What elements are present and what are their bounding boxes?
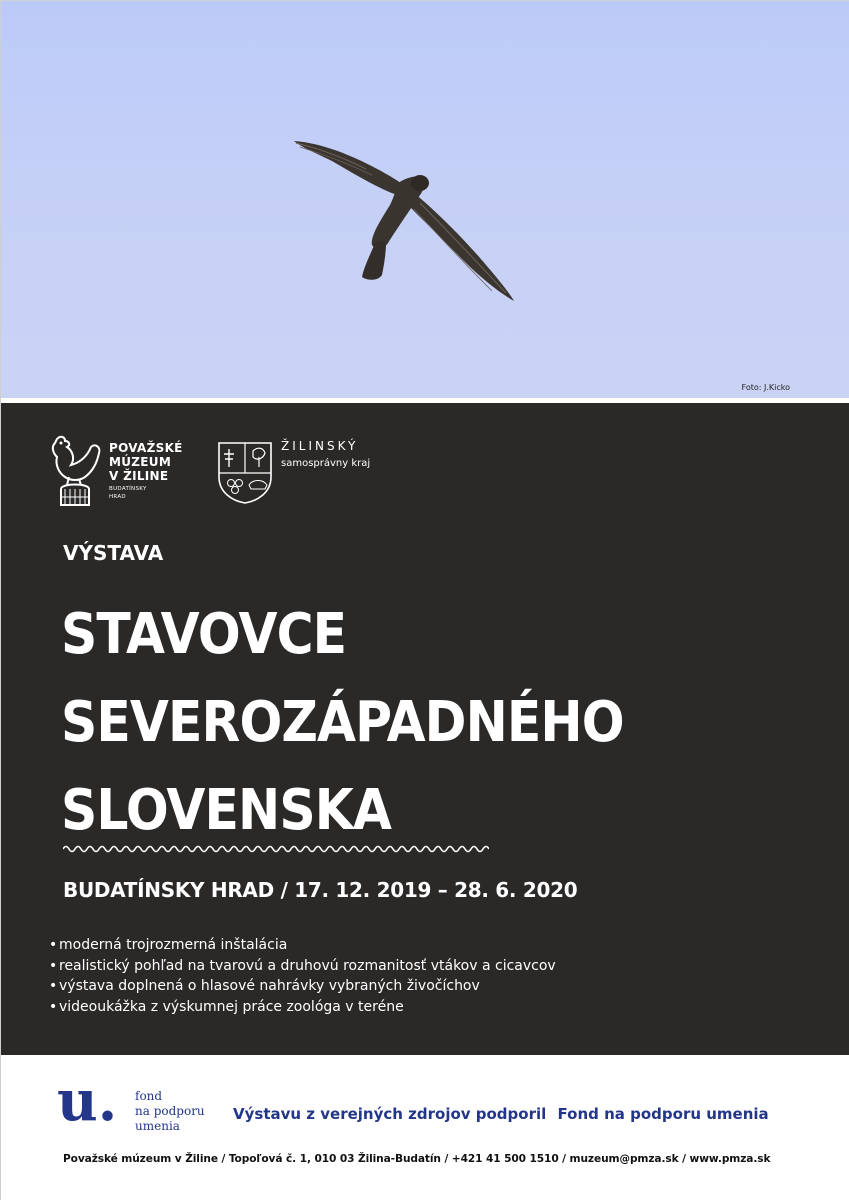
title-line: SEVEROZÁPADNÉHO xyxy=(61,690,624,755)
fond-logo-mark: u. xyxy=(57,1068,118,1134)
highlight-text: výstava doplnená o hlasové nahrávky vybraných živočíchov xyxy=(59,978,480,994)
support-text: Výstavu z verejných zdrojov podporil xyxy=(233,1105,547,1123)
museum-subtitle xyxy=(109,485,147,501)
list-item xyxy=(49,935,556,956)
photo-credit: Foto: J.Kicko xyxy=(741,383,790,392)
list-item xyxy=(49,956,556,977)
fond-logo-line: umenia xyxy=(135,1119,180,1133)
fond-logo-line: na podporu xyxy=(135,1104,205,1118)
contact-line: Považské múzeum v Žiline / Topoľová č. 1, 010 03 Žilina-Budatín / +421 41 500 1510 / muzeum@pmza.sk / www.pmza.sk xyxy=(63,1153,771,1165)
fond-logo-text xyxy=(135,1089,205,1134)
bullet-icon: • xyxy=(49,978,58,994)
list-item xyxy=(49,976,556,997)
highlights-list xyxy=(49,935,556,1017)
exhibition-kicker: VÝSTAVA xyxy=(63,541,164,565)
bullet-icon: • xyxy=(49,937,58,953)
exhibition-title xyxy=(61,591,624,855)
rooster-icon xyxy=(49,433,105,508)
venue-and-dates: BUDATÍNSKY HRAD / 17. 12. 2019 – 28. 6. 2020 xyxy=(63,878,578,902)
title-line: SLOVENSKA xyxy=(61,778,391,843)
fond-logo xyxy=(57,1068,237,1145)
fond-logo-line: fond xyxy=(135,1089,163,1103)
region-logo xyxy=(215,439,395,505)
list-item xyxy=(49,997,556,1018)
highlight-text: realistický pohľad na tvarovú a druhovú rozmanitosť vtákov a cicavcov xyxy=(59,957,556,974)
support-org: Fond na podporu umenia xyxy=(557,1105,769,1123)
museum-sub-line: HRAD xyxy=(109,494,126,500)
highlight-text: videoukážka z výskumnej práce zoológa v teréne xyxy=(59,998,404,1015)
museum-name-line: V ŽILINE xyxy=(109,469,169,483)
highlight-text: moderná trojrozmerná inštalácia xyxy=(59,937,288,953)
support-statement xyxy=(233,1105,775,1123)
wavy-underline xyxy=(63,844,489,854)
museum-name-line: POVAŽSKÉ xyxy=(109,441,183,455)
title-line: STAVOVCE xyxy=(61,602,347,667)
bullet-icon: • xyxy=(49,998,58,1015)
bullet-icon: • xyxy=(49,957,58,974)
info-panel xyxy=(1,403,849,1055)
region-subtitle: samosprávny kraj xyxy=(281,458,371,469)
museum-sub-line: BUDATÍNSKY xyxy=(109,486,147,492)
falcon-photo xyxy=(1,1,849,398)
coat-of-arms-icon xyxy=(215,439,275,505)
museum-name-line: MÚZEUM xyxy=(109,455,172,469)
museum-name xyxy=(109,441,183,483)
region-name: ŽILINSKÝ xyxy=(281,439,359,453)
falcon-image xyxy=(286,131,526,311)
footer xyxy=(1,1055,849,1200)
museum-logo xyxy=(49,433,189,508)
